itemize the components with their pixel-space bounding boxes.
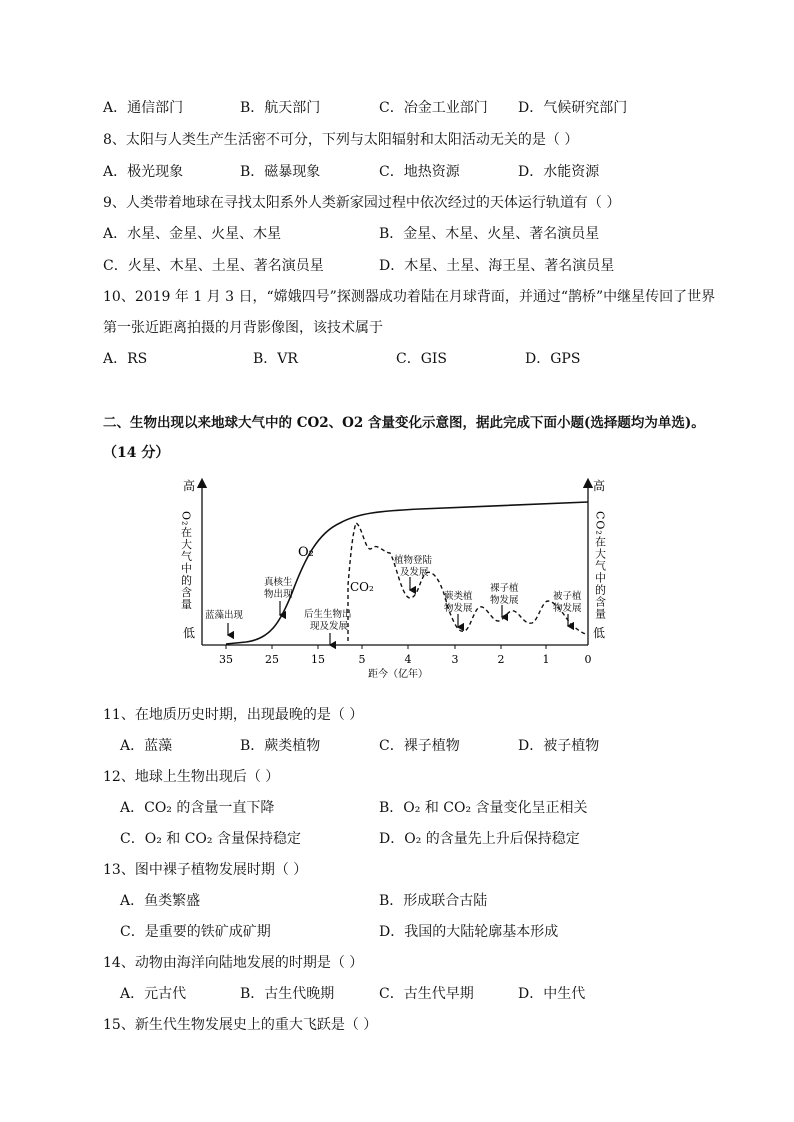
event-eukaryotes: 真核生物出现	[264, 577, 293, 600]
q13-option-d: D．我国的大陆轮廓基本形成	[379, 924, 559, 940]
q13-stem: 13、图中裸子植物发展时期（ ）	[103, 862, 308, 878]
q8-option-b: B．磁暴现象	[240, 164, 321, 180]
section-2-title: 二、生物出现以来地球大气中的 CO2、O2 含量变化示意图，据此完成下面小题(选择题均为单选)。	[103, 415, 705, 431]
q14-option-d: D．中生代	[518, 986, 586, 1002]
q14-stem: 14、动物由海洋向陆地发展的时期是（ ）	[103, 955, 364, 971]
q13-option-b: B．形成联合古陆	[379, 893, 488, 909]
q12-option-d: D．O₂ 的含量先上升后保持稳定	[379, 831, 580, 847]
tick-5: 5	[358, 653, 366, 666]
x-axis-label: 距今（亿年）	[368, 669, 428, 680]
q11-option-d: D．被子植物	[518, 738, 600, 754]
tick-15: 15	[311, 653, 325, 666]
q7-option-a: A．通信部门	[103, 100, 184, 116]
event-angiosperms: 被子植物发展	[553, 591, 582, 614]
event-ferns: 蕨类植物发展	[444, 591, 473, 614]
tick-3: 3	[451, 653, 459, 666]
q11-stem: 11、在地质历史时期，出现最晚的是（ ）	[103, 707, 364, 723]
tick-2: 2	[497, 653, 505, 666]
event-gymnosperms: 裸子植物发展	[490, 583, 519, 606]
q13-option-a: A．鱼类繁盛	[120, 893, 201, 909]
co2-curve-label: CO₂	[350, 580, 374, 594]
q8-stem: 8、太阳与人类生产生活密不可分，下列与太阳辐射和太阳活动无关的是（ ）	[103, 132, 579, 148]
q7-option-d: D．气候研究部门	[518, 100, 628, 116]
q14-option-a: A．元古代	[120, 986, 187, 1002]
q12-option-c: C．O₂ 和 CO₂ 含量保持稳定	[120, 831, 301, 847]
q9-option-a: A．水星、金星、火星、木星	[103, 226, 282, 242]
tick-1: 1	[542, 653, 550, 666]
right-axis-high: 高	[593, 479, 606, 493]
q10-option-b: B．VR	[253, 351, 298, 367]
q9-stem: 9、人类带着地球在寻找太阳系外人类新家园过程中依次经过的天体运行轨道有（ ）	[103, 195, 621, 211]
co2-curve	[348, 523, 588, 641]
q7-option-b: B．航天部门	[240, 100, 321, 116]
q9-option-b: B．金星、木星、火星、著名演员星	[379, 226, 600, 242]
q10-option-a: A．RS	[103, 351, 148, 367]
q12-option-a: A．CO₂ 的含量一直下降	[120, 800, 275, 816]
right-axis-low: 低	[593, 626, 606, 640]
q10-stem-line1: 10、2019 年 1 月 3 日，“嫦娥四号”探测器成功着陆在月球背面，并通过“鹊桥”中继星传回了世界	[103, 289, 716, 305]
q14-option-b: B．古生代晚期	[240, 986, 335, 1002]
tick-35: 35	[219, 653, 233, 666]
left-axis-low: 低	[183, 626, 196, 640]
event-land-plants: 植物登陆及发展	[394, 555, 433, 578]
event-cyanobacteria: 蓝藻出现	[205, 610, 244, 621]
q10-option-d: D．GPS	[525, 351, 581, 367]
q9-option-c: C．火星、木星、土星、著名演员星	[103, 258, 324, 274]
q11-option-a: A．蓝藻	[120, 738, 173, 754]
right-axis-label: CO₂在大气中的含量	[593, 511, 607, 620]
q12-option-b: B．O₂ 和 CO₂ 含量变化呈正相关	[379, 800, 588, 816]
event-metazoa: 后生生物出现及发展	[304, 609, 352, 632]
q13-option-c: C．是重要的铁矿成矿期	[120, 924, 271, 940]
o2-curve-label: O₂	[298, 545, 314, 560]
q10-option-c: C．GIS	[396, 351, 448, 367]
left-axis-label: O₂在大气中的含量	[180, 511, 193, 611]
left-axis-high: 高	[183, 479, 196, 493]
tick-4: 4	[404, 653, 412, 666]
atmosphere-o2-co2-figure	[180, 473, 620, 683]
q8-option-a: A．极光现象	[103, 164, 184, 180]
q9-option-d: D．木星、土星、海王星、著名演员星	[379, 258, 615, 274]
q8-option-c: C．地热资源	[379, 164, 460, 180]
section-2-score: （14 分）	[103, 445, 170, 461]
q15-stem: 15、新生代生物发展史上的重大飞跃是（ ）	[103, 1017, 378, 1033]
tick-25: 25	[265, 653, 279, 666]
q7-option-c: C．冶金工业部门	[379, 100, 488, 116]
q11-option-b: B．蕨类植物	[240, 738, 321, 754]
q8-option-d: D．水能资源	[518, 164, 600, 180]
q11-option-c: C．裸子植物	[379, 738, 460, 754]
q12-stem: 12、地球上生物出现后（ ）	[103, 769, 280, 785]
q14-option-c: C．古生代早期	[379, 986, 474, 1002]
q10-stem-line2: 第一张近距离拍摄的月背影像图，该技术属于	[103, 320, 383, 336]
tick-0: 0	[584, 653, 592, 666]
